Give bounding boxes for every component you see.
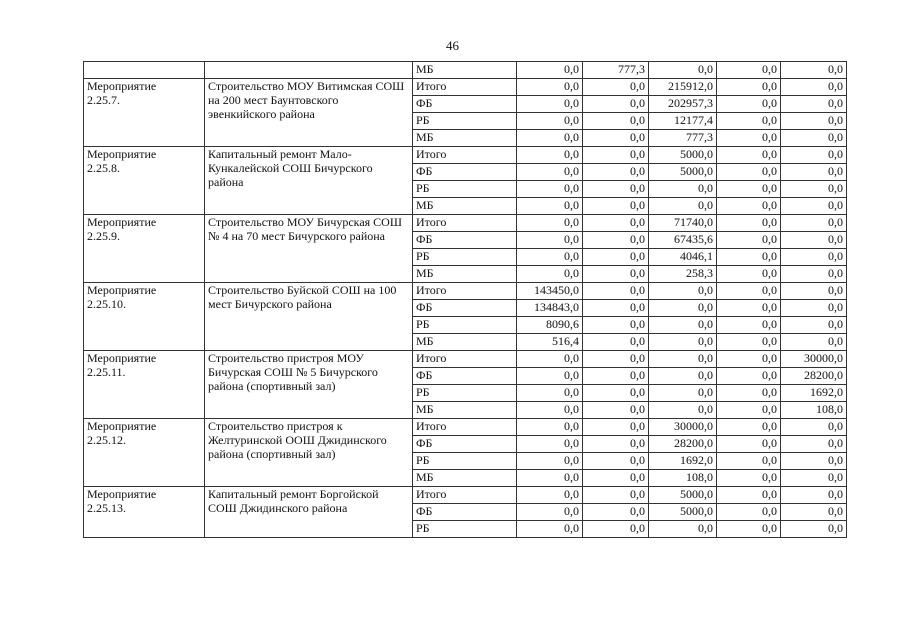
event-id: Мероприятие 2.25.10.: [84, 283, 205, 351]
value-cell: 0,0: [517, 113, 583, 130]
value-cell: 0,0: [583, 198, 649, 215]
value-cell: 0,0: [781, 470, 847, 487]
event-name: Строительство Буйской СОШ на 100 мест Бичурского района: [205, 283, 413, 351]
value-cell: 0,0: [583, 453, 649, 470]
value-cell: 777,3: [583, 62, 649, 79]
value-cell: 5000,0: [649, 164, 717, 181]
value-cell: 0,0: [583, 504, 649, 521]
funding-source: ФБ: [413, 96, 517, 113]
table-row: [84, 215, 847, 232]
value-cell: 0,0: [781, 521, 847, 538]
value-cell: 0,0: [517, 521, 583, 538]
funding-source: РБ: [413, 181, 517, 198]
table-row: [84, 147, 847, 164]
value-cell: 71740,0: [649, 215, 717, 232]
value-cell: 0,0: [517, 215, 583, 232]
value-cell: 0,0: [649, 283, 717, 300]
value-cell: 0,0: [583, 419, 649, 436]
value-cell: 5000,0: [649, 487, 717, 504]
value-cell: 0,0: [649, 181, 717, 198]
funding-source: РБ: [413, 521, 517, 538]
value-cell: 0,0: [583, 402, 649, 419]
value-cell: 0,0: [717, 62, 781, 79]
value-cell: 28200,0: [781, 368, 847, 385]
value-cell: 0,0: [717, 249, 781, 266]
value-cell: 0,0: [717, 96, 781, 113]
funding-source: Итого: [413, 351, 517, 368]
value-cell: 0,0: [517, 368, 583, 385]
value-cell: 0,0: [717, 181, 781, 198]
funding-source: ФБ: [413, 300, 517, 317]
funding-source: Итого: [413, 283, 517, 300]
value-cell: 215912,0: [649, 79, 717, 96]
table-row: [84, 351, 847, 368]
value-cell: 777,3: [649, 130, 717, 147]
funding-source: Итого: [413, 419, 517, 436]
value-cell: 0,0: [781, 266, 847, 283]
event-id: Мероприятие 2.25.7.: [84, 79, 205, 147]
value-cell: 0,0: [781, 436, 847, 453]
value-cell: 0,0: [649, 368, 717, 385]
funding-source: Итого: [413, 487, 517, 504]
budget-table-body: [84, 62, 847, 538]
value-cell: 0,0: [781, 487, 847, 504]
funding-source: РБ: [413, 113, 517, 130]
value-cell: 0,0: [583, 266, 649, 283]
value-cell: 0,0: [583, 232, 649, 249]
value-cell: 0,0: [781, 249, 847, 266]
value-cell: 0,0: [781, 317, 847, 334]
value-cell: 0,0: [649, 300, 717, 317]
value-cell: 1692,0: [649, 453, 717, 470]
value-cell: 0,0: [781, 96, 847, 113]
funding-source: РБ: [413, 385, 517, 402]
value-cell: 0,0: [583, 181, 649, 198]
funding-source: МБ: [413, 130, 517, 147]
value-cell: 0,0: [781, 164, 847, 181]
value-cell: 0,0: [781, 113, 847, 130]
funding-source: ФБ: [413, 504, 517, 521]
value-cell: 0,0: [583, 334, 649, 351]
funding-source: РБ: [413, 453, 517, 470]
value-cell: 0,0: [717, 283, 781, 300]
table-row: [84, 79, 847, 96]
value-cell: 4046,1: [649, 249, 717, 266]
value-cell: 0,0: [649, 198, 717, 215]
value-cell: 12177,4: [649, 113, 717, 130]
event-name-cell-empty: [205, 62, 413, 79]
value-cell: 0,0: [649, 334, 717, 351]
value-cell: 0,0: [583, 300, 649, 317]
event-id: Мероприятие 2.25.11.: [84, 351, 205, 419]
value-cell: 0,0: [717, 453, 781, 470]
value-cell: 0,0: [649, 317, 717, 334]
funding-source: ФБ: [413, 436, 517, 453]
value-cell: 0,0: [583, 385, 649, 402]
table-row: [84, 283, 847, 300]
funding-source: РБ: [413, 249, 517, 266]
value-cell: 0,0: [517, 453, 583, 470]
budget-table: [83, 61, 847, 538]
value-cell: 0,0: [517, 436, 583, 453]
value-cell: 8090,6: [517, 317, 583, 334]
funding-source: Итого: [413, 215, 517, 232]
event-id: Мероприятие 2.25.12.: [84, 419, 205, 487]
event-id: Мероприятие 2.25.9.: [84, 215, 205, 283]
value-cell: 0,0: [717, 215, 781, 232]
value-cell: 0,0: [717, 147, 781, 164]
value-cell: 0,0: [781, 453, 847, 470]
value-cell: 0,0: [717, 351, 781, 368]
value-cell: 0,0: [517, 487, 583, 504]
value-cell: 0,0: [717, 317, 781, 334]
value-cell: 0,0: [517, 79, 583, 96]
funding-source: Итого: [413, 147, 517, 164]
value-cell: 0,0: [781, 300, 847, 317]
table-row: [84, 419, 847, 436]
value-cell: 0,0: [717, 164, 781, 181]
value-cell: 5000,0: [649, 147, 717, 164]
event-id: Мероприятие 2.25.8.: [84, 147, 205, 215]
value-cell: 0,0: [517, 504, 583, 521]
value-cell: 0,0: [717, 521, 781, 538]
value-cell: 0,0: [517, 62, 583, 79]
value-cell: 0,0: [517, 385, 583, 402]
funding-source: МБ: [413, 198, 517, 215]
value-cell: 0,0: [583, 249, 649, 266]
value-cell: 0,0: [583, 113, 649, 130]
value-cell: 28200,0: [649, 436, 717, 453]
value-cell: 0,0: [781, 232, 847, 249]
funding-source: Итого: [413, 79, 517, 96]
value-cell: 0,0: [717, 419, 781, 436]
value-cell: 0,0: [649, 62, 717, 79]
value-cell: 0,0: [717, 504, 781, 521]
value-cell: 0,0: [717, 266, 781, 283]
funding-source: МБ: [413, 62, 517, 79]
value-cell: 0,0: [517, 249, 583, 266]
value-cell: 5000,0: [649, 504, 717, 521]
value-cell: 0,0: [717, 130, 781, 147]
value-cell: 0,0: [583, 351, 649, 368]
funding-source: МБ: [413, 334, 517, 351]
funding-source: ФБ: [413, 164, 517, 181]
value-cell: 0,0: [781, 283, 847, 300]
value-cell: 67435,6: [649, 232, 717, 249]
page-number: 46: [446, 38, 459, 53]
value-cell: 0,0: [517, 232, 583, 249]
value-cell: 258,3: [649, 266, 717, 283]
value-cell: 0,0: [717, 300, 781, 317]
value-cell: 0,0: [717, 436, 781, 453]
value-cell: 0,0: [583, 130, 649, 147]
value-cell: 0,0: [583, 215, 649, 232]
table-row: [84, 62, 847, 79]
value-cell: 108,0: [649, 470, 717, 487]
value-cell: 108,0: [781, 402, 847, 419]
value-cell: 0,0: [649, 521, 717, 538]
value-cell: 0,0: [517, 470, 583, 487]
value-cell: 0,0: [781, 215, 847, 232]
value-cell: 0,0: [717, 198, 781, 215]
event-name: Строительство пристроя к Желтуринской ООШ Джидинского района (спортивный зал): [205, 419, 413, 487]
value-cell: 0,0: [717, 368, 781, 385]
event-name: Капитальный ремонт Боргойской СОШ Джидинского района: [205, 487, 413, 538]
event-id: Мероприятие 2.25.13.: [84, 487, 205, 538]
value-cell: 0,0: [517, 402, 583, 419]
value-cell: 134843,0: [517, 300, 583, 317]
value-cell: 0,0: [649, 351, 717, 368]
value-cell: 0,0: [583, 147, 649, 164]
value-cell: 0,0: [517, 164, 583, 181]
value-cell: 0,0: [583, 164, 649, 181]
value-cell: 0,0: [517, 130, 583, 147]
funding-source: ФБ: [413, 232, 517, 249]
value-cell: 516,4: [517, 334, 583, 351]
value-cell: 0,0: [781, 334, 847, 351]
value-cell: 0,0: [717, 470, 781, 487]
value-cell: 0,0: [717, 79, 781, 96]
value-cell: 0,0: [781, 130, 847, 147]
value-cell: 0,0: [717, 402, 781, 419]
value-cell: 0,0: [717, 334, 781, 351]
value-cell: 0,0: [583, 283, 649, 300]
table-row: [84, 487, 847, 504]
value-cell: 0,0: [583, 470, 649, 487]
value-cell: 0,0: [649, 402, 717, 419]
value-cell: 0,0: [781, 147, 847, 164]
value-cell: 202957,3: [649, 96, 717, 113]
value-cell: 0,0: [583, 436, 649, 453]
value-cell: 1692,0: [781, 385, 847, 402]
event-cell-empty: [84, 62, 205, 79]
value-cell: 0,0: [781, 181, 847, 198]
value-cell: 0,0: [717, 232, 781, 249]
value-cell: 0,0: [583, 487, 649, 504]
funding-source: ФБ: [413, 368, 517, 385]
value-cell: 0,0: [781, 198, 847, 215]
funding-source: РБ: [413, 317, 517, 334]
event-name: Строительство МОУ Витимская СОШ на 200 мест Баунтовского эвенкийского района: [205, 79, 413, 147]
value-cell: 0,0: [717, 113, 781, 130]
event-name: Строительство пристроя МОУ Бичурская СОШ № 5 Бичурского района (спортивный зал): [205, 351, 413, 419]
value-cell: 30000,0: [781, 351, 847, 368]
value-cell: 0,0: [649, 385, 717, 402]
funding-source: МБ: [413, 402, 517, 419]
value-cell: 30000,0: [649, 419, 717, 436]
value-cell: 0,0: [517, 181, 583, 198]
value-cell: 0,0: [583, 521, 649, 538]
funding-source: МБ: [413, 266, 517, 283]
value-cell: 0,0: [517, 147, 583, 164]
value-cell: 0,0: [517, 351, 583, 368]
value-cell: 0,0: [781, 419, 847, 436]
value-cell: 0,0: [517, 96, 583, 113]
value-cell: 0,0: [781, 79, 847, 96]
value-cell: 0,0: [781, 62, 847, 79]
value-cell: 0,0: [517, 266, 583, 283]
value-cell: 0,0: [717, 385, 781, 402]
event-name: Капитальный ремонт Мало-Кункалейской СОШ Бичурского района: [205, 147, 413, 215]
value-cell: 0,0: [583, 96, 649, 113]
value-cell: 0,0: [583, 368, 649, 385]
value-cell: 0,0: [717, 487, 781, 504]
funding-source: МБ: [413, 470, 517, 487]
value-cell: 0,0: [517, 419, 583, 436]
value-cell: 0,0: [583, 79, 649, 96]
event-name: Строительство МОУ Бичурская СОШ № 4 на 70 мест Бичурского района: [205, 215, 413, 283]
value-cell: 0,0: [517, 198, 583, 215]
value-cell: 143450,0: [517, 283, 583, 300]
value-cell: 0,0: [781, 504, 847, 521]
value-cell: 0,0: [583, 317, 649, 334]
